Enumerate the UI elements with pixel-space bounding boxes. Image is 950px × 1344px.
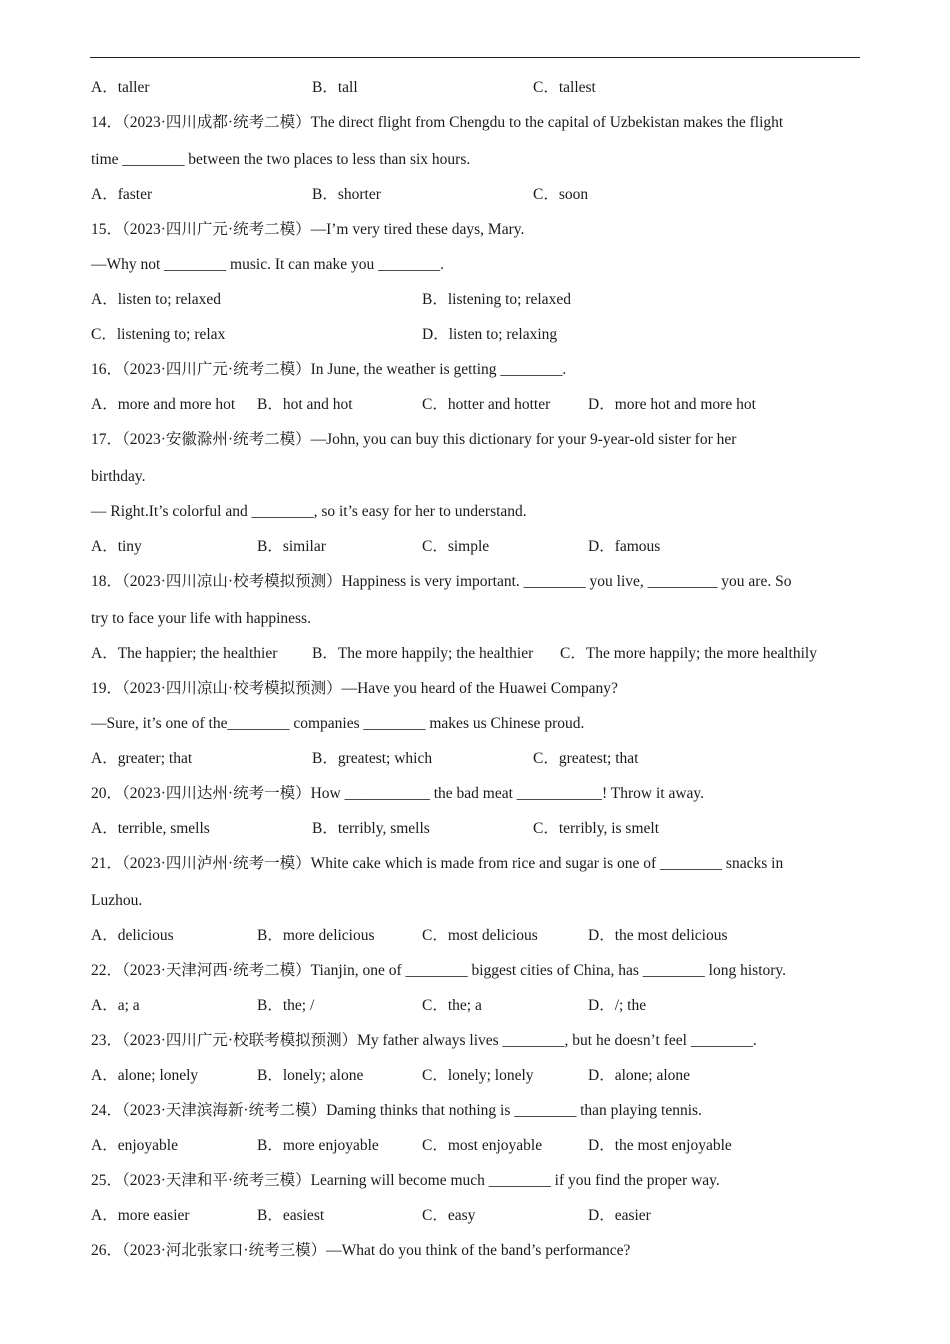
- question-text: 15．（2023·四川广元·统考二模）—I’m very tired these days, Mary.: [91, 221, 525, 238]
- answer-option: C．most enjoyable: [422, 1137, 543, 1154]
- question-text: 18．（2023·四川凉山·校考模拟预测）Happiness is very important. ________ you live, _________ you are. So: [91, 573, 792, 590]
- answer-option: D．famous: [588, 538, 661, 555]
- question-text: 21．（2023·四川泸州·统考一模）White cake which is made from rice and sugar is one of ________ snacks in: [91, 855, 784, 872]
- answer-option: D．the most enjoyable: [588, 1137, 732, 1154]
- answer-option: A．taller: [91, 79, 150, 96]
- question-text: 24．（2023·天津滨海新·统考二模）Daming thinks that nothing is ________ than playing tennis.: [91, 1102, 702, 1119]
- answer-option: C．easy: [422, 1207, 476, 1224]
- answer-option: A．greater; that: [91, 750, 193, 767]
- answer-option: B．greatest; which: [312, 750, 433, 767]
- answer-option: A．The happier; the healthier: [91, 645, 278, 662]
- question-text: try to face your life with happiness.: [91, 610, 311, 627]
- answer-option: A．faster: [91, 186, 153, 203]
- question-text: 19．（2023·四川凉山·校考模拟预测）—Have you heard of the Huawei Company?: [91, 680, 618, 697]
- answer-option: C．listening to; relax: [91, 326, 226, 343]
- answer-option: C．hotter and hotter: [422, 396, 551, 413]
- answer-option: B．similar: [257, 538, 326, 555]
- answer-option: B．lonely; alone: [257, 1067, 364, 1084]
- answer-option: C．most delicious: [422, 927, 538, 944]
- answer-option: B．the; /: [257, 997, 315, 1014]
- question-text: Luzhou.: [91, 892, 143, 909]
- answer-option: A．alone; lonely: [91, 1067, 199, 1084]
- question-text: —Sure, it’s one of the________ companies ________ makes us Chinese proud.: [91, 715, 585, 732]
- answer-option: C．the; a: [422, 997, 482, 1014]
- question-text: 16．（2023·四川广元·统考二模）In June, the weather is getting ________.: [91, 361, 567, 378]
- header-rule: [90, 57, 860, 58]
- answer-option: C．tallest: [533, 79, 596, 96]
- answer-option: A．a; a: [91, 997, 140, 1014]
- question-text: 26．（2023·河北张家口·统考三模）—What do you think of the band’s performance?: [91, 1242, 631, 1259]
- answer-option: B．shorter: [312, 186, 381, 203]
- answer-option: C．lonely; lonely: [422, 1067, 534, 1084]
- answer-option: C．soon: [533, 186, 589, 203]
- question-text: 25．（2023·天津和平·统考三模）Learning will become much ________ if you find the proper way.: [91, 1172, 720, 1189]
- answer-option: D．more hot and more hot: [588, 396, 756, 413]
- question-text: birthday.: [91, 468, 146, 485]
- answer-option: C．terribly, is smelt: [533, 820, 659, 837]
- answer-option: C．The more happily; the more healthily: [560, 645, 817, 662]
- question-text: 22．（2023·天津河西·统考二模）Tianjin, one of ________ biggest cities of China, has ________ long history.: [91, 962, 787, 979]
- answer-option: A．delicious: [91, 927, 174, 944]
- answer-option: D．the most delicious: [588, 927, 728, 944]
- answer-option: D．listen to; relaxing: [422, 326, 558, 343]
- question-text: 20．（2023·四川达州·统考一模）How ___________ the bad meat ___________! Throw it away.: [91, 785, 705, 802]
- answer-option: B．more enjoyable: [257, 1137, 379, 1154]
- answer-option: B．terribly, smells: [312, 820, 430, 837]
- question-text: — Right.It’s colorful and ________, so it’s easy for her to understand.: [91, 503, 527, 520]
- answer-option: B．hot and hot: [257, 396, 353, 413]
- answer-option: D．alone; alone: [588, 1067, 691, 1084]
- answer-option: C．simple: [422, 538, 490, 555]
- question-text: 17．（2023·安徽滁州·统考二模）—John, you can buy this dictionary for your 9-year-old sister for her: [91, 431, 737, 448]
- answer-option: B．The more happily; the healthier: [312, 645, 534, 662]
- question-text: —Why not ________ music. It can make you ________.: [91, 256, 445, 273]
- question-text: 14．（2023·四川成都·统考二模）The direct flight from Chengdu to the capital of Uzbekistan makes the flight: [91, 114, 784, 131]
- answer-option: D．/; the: [588, 997, 647, 1014]
- answer-option: B．more delicious: [257, 927, 375, 944]
- answer-option: A．tiny: [91, 538, 142, 555]
- answer-option: C．greatest; that: [533, 750, 639, 767]
- answer-option: A．terrible, smells: [91, 820, 210, 837]
- answer-option: A．enjoyable: [91, 1137, 178, 1154]
- answer-option: A．listen to; relaxed: [91, 291, 221, 308]
- answer-option: A．more and more hot: [91, 396, 236, 413]
- answer-option: D．easier: [588, 1207, 651, 1224]
- question-text: time ________ between the two places to less than six hours.: [91, 151, 471, 168]
- answer-option: B．easiest: [257, 1207, 325, 1224]
- answer-option: B．listening to; relaxed: [422, 291, 571, 308]
- answer-option: B．tall: [312, 79, 358, 96]
- question-text: 23．（2023·四川广元·校联考模拟预测）My father always lives ________, but he doesn’t feel ________.: [91, 1032, 757, 1049]
- answer-option: A．more easier: [91, 1207, 190, 1224]
